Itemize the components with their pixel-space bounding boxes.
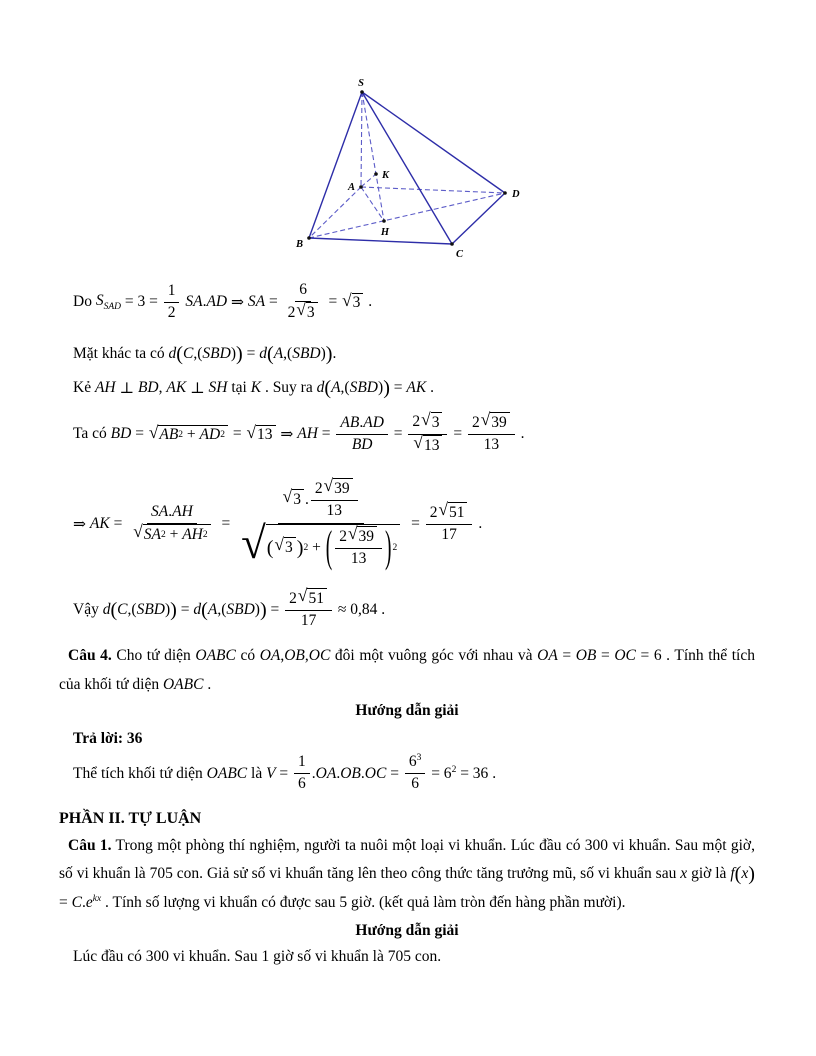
edge-SB-solid	[309, 92, 362, 238]
point-label-H: H	[380, 227, 390, 238]
edge-CD-solid	[452, 193, 505, 244]
edge-AB-dashed	[309, 187, 361, 238]
solution-line-bd-ah: Ta có BD = √ AB 2 + AD 2 = √ 13 ⇒ AH = AB . AD BD = 2 √ 3 √ 13 = 2 √ 39 13 .	[59, 406, 755, 462]
solution-line-distance-equality: Mặt khác ta có d ( C ,( SBD ) ) = d ( A ,( SBD ) ) .	[73, 343, 337, 365]
edge-AD-dashed	[361, 187, 505, 193]
point-dot-B	[307, 236, 311, 240]
problem-cau1: Câu 1. Trong một phòng thí nghiệm, người ta nuôi một loại vi khuẩn. Lúc đầu có 300 vi khuẩn. Sau một giờ, số vi khuẩn là 705 con. Giả sử số vi khuẩn tăng lên theo công thức tăng trưởng mũ, số vi khuẩn sau x giờ là $f(x) = C.e^{kx}$ . Tính số lượng vi khuẩn có được sau 5 giờ. (kết quả làm tròn đến hàng phần mười).	[59, 836, 755, 911]
solution-guide-heading-2: Hướng dẫn giải	[355, 921, 459, 939]
point-dot-H	[382, 219, 386, 223]
section-heading-part2: PHẦN II. TỰ LUẬN	[59, 809, 202, 827]
edge-SC-solid	[362, 92, 452, 244]
point-label-B: B	[295, 239, 303, 250]
edge-SA-dashed	[361, 92, 362, 187]
solution-line-conclusion: Vậy d ( C ,( SBD ) ) = d ( A ,( SBD ) ) = 2 √ 51 17 ≈ 0,84 .	[73, 586, 386, 630]
point-dot-D	[503, 191, 507, 195]
edge-AK-dashed	[361, 174, 376, 187]
point-dot-C	[450, 242, 454, 246]
solution-line-perpendiculars: Kẻ AH ⊥ BD , AK ⊥ SH tại K . Suy ra d ( A ,( SBD ) ) = AK .	[73, 377, 434, 400]
solution-guide-heading-1: Hướng dẫn giải	[355, 701, 459, 719]
solution-line-bacteria-start: Lúc đầu có 300 vi khuẩn. Sau 1 giờ số vi khuẩn là 705 con.	[73, 947, 442, 965]
point-dot-A	[359, 185, 363, 189]
solution-line-ak: ⇒ AK = SA . AH √ SA 2 + AH 2 = √ 3 . 2 √ 39 13 √ ( √ 3 ) 2 + ( 2 √ 39 13 ) 2 = 2 √ 51 17 .	[73, 476, 483, 572]
edge-BD-dashed	[309, 193, 505, 238]
point-dot-S	[360, 90, 364, 94]
problem-cau4: Câu 4. Cho tứ diện OABC có OA,OB,OC đôi một vuông góc với nhau và OA = OB = OC = 6 . Tính thể tích của khối tứ diện OABC .	[59, 647, 755, 693]
geometry-figure	[59, 74, 755, 270]
answer-line-cau4: Trả lời: 36	[73, 729, 143, 747]
point-dot-K	[374, 172, 378, 176]
point-label-S: S	[358, 78, 364, 89]
edge-BC-solid	[309, 238, 452, 244]
point-label-D: D	[512, 189, 520, 200]
point-label-K: K	[382, 170, 390, 181]
point-label-A: A	[347, 182, 355, 193]
solution-line-area-sad: Do $S_{SAD}$ = 3 = $\frac{1}{2}$ SA . AD ⇒ SA = 6 2 √ 3 = √ 3 .	[59, 276, 755, 328]
point-label-C: C	[456, 249, 464, 260]
solution-line-volume: Thể tích khối tứ diện OABC là V = $\frac{1}{6}$ . OA . OB . OC = $\frac{6^3}{6}$ = $6^2$ = 36 .	[73, 753, 497, 793]
pyramid-sabcd-diagram	[290, 74, 542, 270]
